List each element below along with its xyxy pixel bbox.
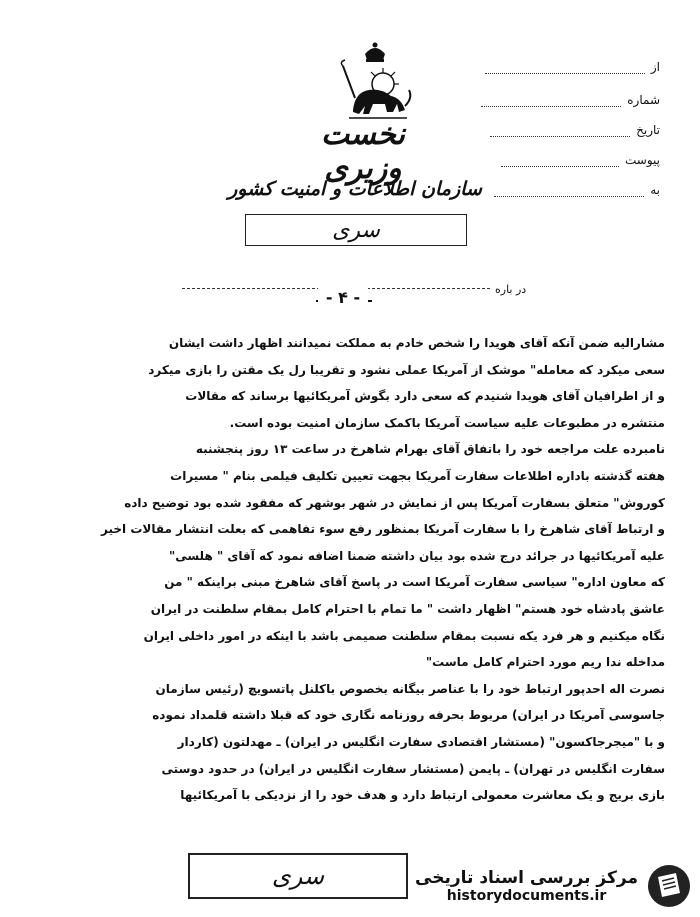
body-line: علیه آمریکائیها در جرائد درج شده بود بیان داشته ضمنا اضافه نمود که آقای " هلسی" — [168, 548, 665, 563]
body-line: منتشره در مطبوعات علیه سیاست آمریکا باکمک سازمان امنیت بوده است. — [229, 415, 665, 430]
body-line: نگاه میکنیم و هر فرد یکه نسبت بمقام سلطنت صمیمی باشد با اینکه در امور داخلی ایران — [143, 628, 665, 643]
page-number: - ۴ - — [318, 288, 368, 307]
body-line: نصرت اله احدپور ارتباط خود را با عناصر بیگانه بخصوص باکلنل پاتسویچ (رئیس سازمان — [155, 681, 665, 696]
archive-logo-icon — [646, 863, 692, 909]
body-line: مشارالیه ضمن آنکه آقای هویدا را شخص خادم به مملکت نمیدانند اظهار داشت ایشان — [168, 336, 665, 350]
from-label: از — [650, 60, 660, 74]
body-line: کوروش" متعلق بسفارت آمریکا پس از نمایش در شهر بوشهر که مفقود شده بود توضیح داده — [124, 495, 665, 510]
body-line: سعی میکرد که معامله" موشک از آمریکا عملی نشود و تقریبا رل یک مقتن را بازی میکرد — [148, 362, 665, 377]
body-line: و ارتباط آقای شاهرخ را با سفارت آمریکا بمنظور رفع سوء تفاهمی که بعلت انتشار مقالات اخیر — [101, 522, 665, 537]
classification-stamp-text: سری — [332, 217, 380, 243]
ministry-title: نخست وزیری — [321, 117, 405, 186]
attachment-label: پیوست — [625, 153, 660, 167]
number-line — [481, 105, 621, 107]
letter-body — [40, 330, 665, 809]
from-field — [485, 58, 660, 74]
archive-watermark — [415, 863, 692, 909]
body-line: و با "میجرجاکسون" (مستشار اقتصادی سفارت انگلیس در ایران) ـ مهدلتون (کاردار — [177, 734, 665, 749]
date-line — [490, 135, 630, 137]
body-line: سفارت انگلیس در تهران) ـ پایمن (مستشار سفارت انگلیس در ایران) در حدود دوستی — [161, 761, 665, 776]
body-line: و از اطرافیان آقای هویدا شنیدم که سعی دارد بگوش آمریکائیها برساند که مقالات — [185, 389, 665, 404]
organization-title: سازمان اطلاعات و امنیت کشور — [228, 178, 482, 200]
body-line: هفته گذشته باداره اطلاعات سفارت آمریکا بجهت تعیین تکلیف فیلمی بنام " مسیرات — [170, 468, 665, 483]
classification-stamp — [245, 214, 467, 246]
watermark-text — [415, 868, 638, 904]
body-line: مداخله ندا ریم مورد احترام کامل ماست" — [425, 655, 665, 670]
to-label: به — [650, 183, 660, 197]
watermark-url: historydocuments.ir — [446, 888, 607, 904]
body-line: عاشق پادشاه خود هستم" اظهار داشت " ما تمام با احترام کامل بمقام سلطنت در ایران — [150, 601, 665, 616]
body-line: جاسوسی آمریکا در ایران) مربوط بحرفه روزنامه نگاری خود که قبلا داشته قلمداد نموده — [152, 708, 665, 723]
to-line — [494, 195, 644, 197]
number-label: شماره — [627, 93, 660, 107]
bottom-classification-stamp — [188, 853, 408, 899]
bottom-stamp-text: سری — [271, 862, 325, 890]
attachment-field — [501, 151, 660, 167]
number-field — [481, 91, 660, 107]
to-field — [494, 181, 660, 197]
body-line: بازی بریج و یک معاشرت معمولی ارتباط دارد و هدف خود را از نزدیکی با آمریکائیها — [180, 788, 665, 803]
body-line: نامبرده علت مراجعه خود را باتفاق آقای بهرام شاهرخ در ساعت ۱۳ روز پنجشنبه — [195, 442, 665, 457]
watermark-title: مرکز بررسی اسناد تاریخی — [415, 868, 638, 888]
date-field — [490, 121, 660, 137]
body-line: که معاون اداره" سیاسی سفارت آمریکا است در پاسخ آقای شاهرخ مبنی براینکه " من — [164, 575, 665, 590]
subject-label: در باره — [495, 283, 527, 296]
date-label: تاریخ — [636, 123, 660, 137]
from-line — [485, 72, 645, 74]
attachment-line — [501, 165, 619, 167]
